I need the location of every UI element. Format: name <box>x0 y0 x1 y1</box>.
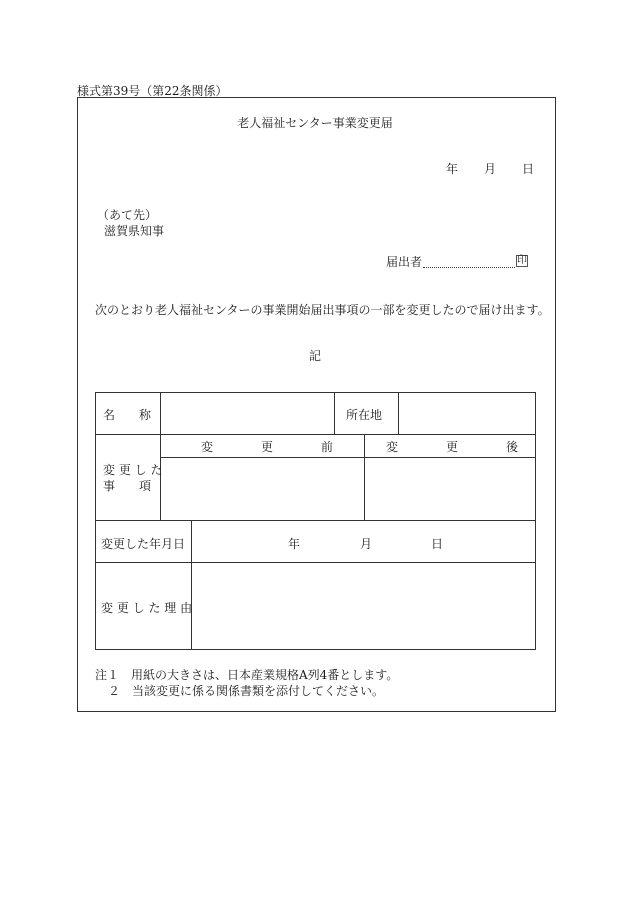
table-rule <box>191 520 192 649</box>
before-change-header: 変 更 前 <box>201 440 334 454</box>
day-label: 日 <box>522 162 535 176</box>
submission-date <box>446 160 534 177</box>
table-rule <box>160 457 535 458</box>
note-1: 注１ 用紙の大きさは、日本産業規格A列4番とします。 <box>95 668 399 682</box>
changed-items-label-2: 事 項 <box>103 479 152 493</box>
applicant-label: 届出者 <box>386 255 423 269</box>
change-table <box>95 392 536 650</box>
change-date-month: 月 <box>360 537 373 551</box>
addressee-name: 滋賀県知事 <box>104 224 165 238</box>
form-number-label: 様式第39号（第22条関係） <box>77 84 228 98</box>
body-text: 次のとおり老人福祉センターの事業開始届出事項の一部を変更したので届け出ます。 <box>95 303 550 317</box>
month-label: 月 <box>484 162 497 176</box>
table-rule <box>96 562 535 563</box>
applicant-signature-line[interactable] <box>423 267 515 268</box>
addressee-prefix: （あて先） <box>97 208 158 222</box>
year-label: 年 <box>446 162 459 176</box>
note-2: ２ 当該変更に係る関係書類を添付してください。 <box>108 684 385 698</box>
name-field[interactable] <box>162 406 332 424</box>
table-rule <box>334 393 335 434</box>
table-rule <box>364 434 365 520</box>
changed-items-label-1: 変 更 し た <box>103 463 163 477</box>
change-date-label: 変更した年月日 <box>101 537 186 551</box>
reason-label: 変 更 し た 理 由 <box>101 601 193 615</box>
location-label: 所在地 <box>346 408 383 422</box>
table-rule <box>96 434 535 435</box>
table-rule <box>160 393 161 520</box>
table-rule <box>398 393 399 434</box>
form-title: 老人福祉センター事業変更届 <box>237 116 393 130</box>
change-date-day: 日 <box>431 537 444 551</box>
reason-field[interactable] <box>193 564 533 648</box>
location-field[interactable] <box>400 406 534 424</box>
ki-heading: 記 <box>308 349 321 363</box>
name-label: 名 称 <box>103 408 152 422</box>
change-date-year: 年 <box>288 537 301 551</box>
table-rule <box>96 520 535 521</box>
after-change-header: 変 更 後 <box>386 440 519 454</box>
seal-mark: 印 <box>517 255 527 266</box>
before-change-field[interactable] <box>162 459 362 518</box>
after-change-field[interactable] <box>366 459 534 518</box>
